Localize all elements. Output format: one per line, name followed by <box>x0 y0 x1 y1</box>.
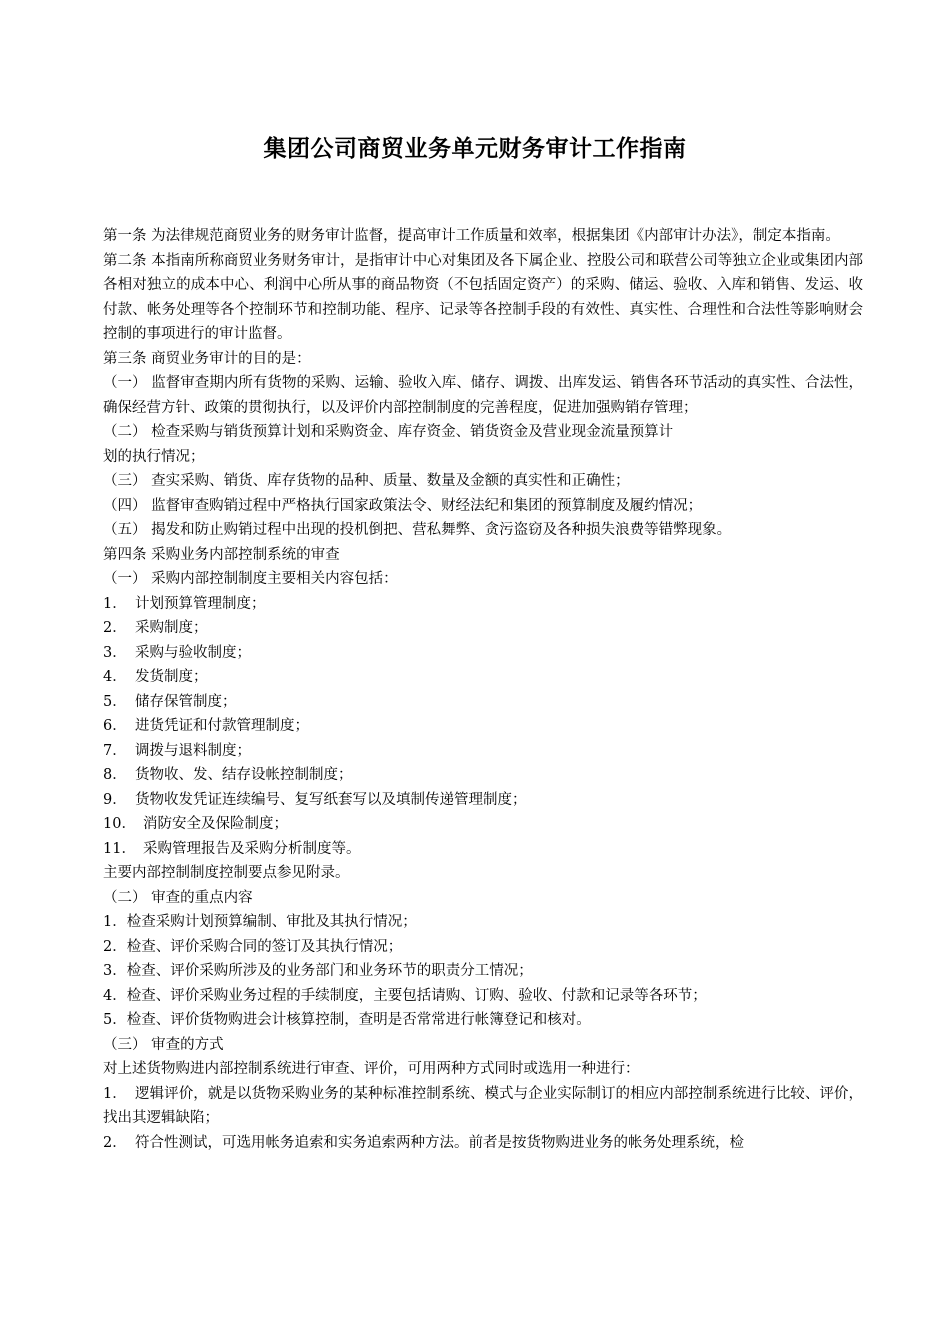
objective-2: （二） 检查采购与销货预算计划和采购资金、库存资金、销货资金及营业现金流量预算计 <box>103 424 674 440</box>
objective-1: （一） 监督审查期内所有货物的采购、运输、验收入库、储存、调拨、出库发运、销售各环节活动的真实性、合法性，确保经营方针、政策的贯彻执行，以及评价内部控制制度的完善程度，促进加强购销存管理； <box>103 375 863 416</box>
objective-2-continued: 划的执行情况； <box>103 448 205 465</box>
objective-3: （三） 查实采购、销货、库存货物的品种、质量、数量及金额的真实性和正确性； <box>103 473 630 489</box>
list-item: 3．检查、评价采购所涉及的业务部门和业务环节的职责分工情况； <box>103 963 533 979</box>
section-2-heading: （二） 审查的重点内容 <box>103 889 253 906</box>
list-item: 4． 发货制度； <box>103 669 208 685</box>
list-item: 6． 进货凭证和付款管理制度； <box>103 718 309 734</box>
list-item: 2． 符合性测试，可选用帐务追索和实务追索两种方法。前者是按货物购进业务的帐务处理系统，检 <box>103 1134 744 1151</box>
appendix-note: 主要内部控制制度控制要点参见附录。 <box>103 865 350 881</box>
list-item: 2． 采购制度； <box>103 620 208 636</box>
list-item: 9． 货物收发凭证连续编号、复写纸套写以及填制传递管理制度； <box>103 791 527 808</box>
list-item: 8． 货物收、发、结存设帐控制制度； <box>103 767 353 783</box>
article-3-heading: 第三条 商贸业务审计的目的是： <box>103 350 311 367</box>
section-3-intro: 对上述货物购进内部控制系统进行审查、评价，可用两种方式同时或选用一种进行： <box>103 1061 640 1077</box>
list-item: 7． 调拨与退料制度； <box>103 742 251 759</box>
list-item: 3． 采购与验收制度； <box>103 644 251 661</box>
document-title: 集团公司商贸业务单元财务审计工作指南 <box>263 136 687 162</box>
objective-4: （四） 监督审查购销过程中严格执行国家政策法令、财经法纪和集团的预算制度及履约情况； <box>103 497 703 514</box>
list-item: 5．检查、评价货物购进会计核算控制，查明是否常常进行帐簿登记和核对。 <box>103 1012 591 1028</box>
article-1: 第一条 为法律规范商贸业务的财务审计监督，提高审计工作质量和效率，根据集团《内部审计办法》，制定本指南。 <box>103 228 840 244</box>
article-2: 第二条 本指南所称商贸业务财务审计，是指审计中心对集团及各下属企业、控股公司和联营公司等独立企业或集团内部各相对独立的成本中心、利润中心所从事的商品物资（不包括固定资产）的采购、储运、验收、入库和销售、发运、收付款、帐务处理等各个控制环节和控制功能、程序、记录等各控制手段的有效性、真实性、合理性和合法性等影响财会控制的事项进行的审计监督。 <box>103 252 863 342</box>
list-item: 2．检查、评价采购合同的签订及其执行情况； <box>103 938 403 955</box>
list-item: 10． 消防安全及保险制度； <box>103 816 288 832</box>
list-item: 11． 采购管理报告及采购分析制度等。 <box>103 840 361 857</box>
section-3-heading: （三） 审查的方式 <box>103 1036 224 1053</box>
article-4-heading: 第四条 采购业务内部控制系统的审查 <box>103 546 340 563</box>
list-item: 1． 逻辑评价，就是以货物采购业务的某种标准控制系统、模式与企业实际制订的相应内部控制系统进行比较、评价，找出其逻辑缺陷； <box>103 1085 863 1126</box>
section-1-heading: （一） 采购内部控制制度主要相关内容包括： <box>103 571 398 587</box>
objective-5: （五） 揭发和防止购销过程中出现的投机倒把、营私舞弊、贪污盗窃及各种损失浪费等错弊现象。 <box>103 522 732 538</box>
list-item: 1． 计划预算管理制度； <box>103 595 266 612</box>
list-item: 1．检查采购计划预算编制、审批及其执行情况； <box>103 914 417 930</box>
list-item: 5． 储存保管制度； <box>103 693 237 710</box>
document-body <box>103 224 863 1155</box>
list-item: 4．检查、评价采购业务过程的手续制度，主要包括请购、订购、验收、付款和记录等各环节； <box>103 987 707 1004</box>
